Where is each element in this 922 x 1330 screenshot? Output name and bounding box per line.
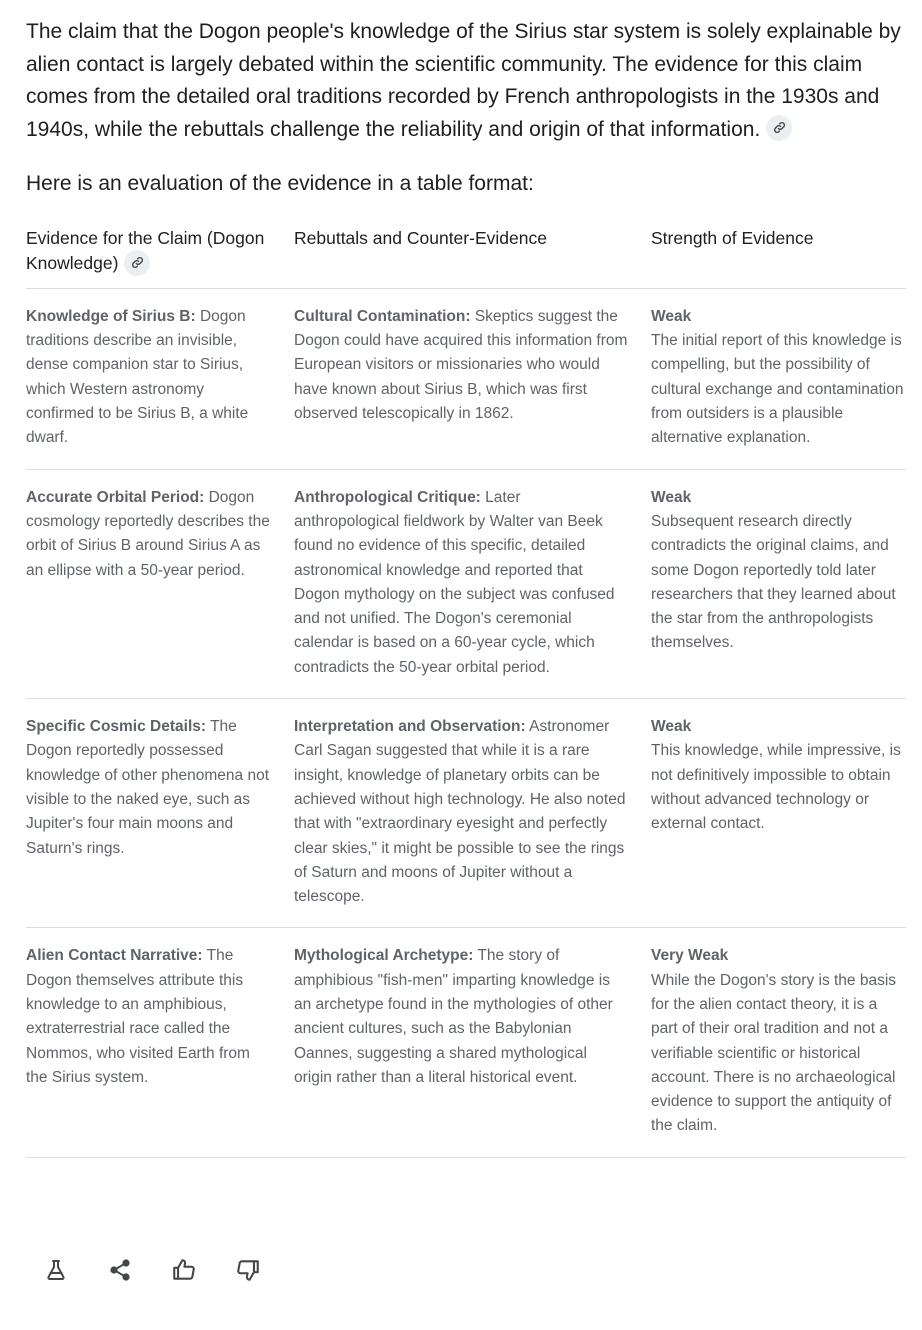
intro-paragraph — [26, 16, 906, 146]
cell-rebuttal — [294, 288, 651, 469]
header-strength: Strength of Evidence — [651, 226, 906, 288]
cell-strength — [651, 469, 906, 698]
strength-rating: Weak — [651, 488, 692, 506]
rebuttal-text: Skeptics suggest the Dogon could have acquired this information from European visitors or missionaries who would have known about Sirius B, which was first observed telescopically in 1862. — [294, 307, 628, 423]
cell-strength — [651, 288, 906, 469]
cell-claim — [26, 699, 294, 928]
strength-rating: Weak — [651, 307, 692, 325]
claim-label: Knowledge of Sirius B: — [26, 307, 196, 325]
rebuttal-label: Mythological Archetype: — [294, 947, 474, 965]
rebuttal-label: Anthropological Critique: — [294, 488, 481, 506]
cell-strength — [651, 928, 906, 1157]
table-row — [26, 469, 906, 698]
good-response-button[interactable] — [168, 1254, 200, 1286]
cell-rebuttal — [294, 928, 651, 1157]
cell-rebuttal — [294, 699, 651, 928]
strength-text: The initial report of this knowledge is compelling, but the possibility of cultural exchange and contamination from outsiders is a plausible alternative explanation. — [651, 332, 904, 447]
link-icon — [131, 256, 144, 269]
rebuttal-text: Astronomer Carl Sagan suggested that while it is a rare insight, knowledge of planetary orbits can be achieved without high technology. He also noted that with "extraordinary eyesight and perfectly clear skies," it might be possible to see the rings of Saturn and moons of Jupiter without a telescope. — [294, 718, 626, 906]
strength-text: This knowledge, while impressive, is not definitively impossible to obtain without advanced technology or external contact. — [651, 742, 901, 833]
strength-text: Subsequent research directly contradicts the original claims, and some Dogon reportedly told later researchers that they learned about the star from the anthropologists themselves. — [651, 512, 896, 652]
rebuttal-text: Later anthropological fieldwork by Walter van Beek found no evidence of this specific, detailed astronomical knowledge and reported that Dogon mythology on the subject was confused and not unified. The Dogon's ceremonial calendar is based on a 60-year cycle, which contradicts the 50-year orbital period. — [294, 488, 615, 676]
table-row — [26, 699, 906, 928]
claim-label: Accurate Orbital Period: — [26, 488, 205, 506]
table-row — [26, 288, 906, 469]
cell-claim — [26, 469, 294, 698]
table-lead-text: Here is an evaluation of the evidence in a table format: — [26, 172, 534, 195]
rebuttal-label: Cultural Contamination: — [294, 307, 471, 325]
thumb-down-icon — [235, 1257, 261, 1283]
experiment-button[interactable] — [40, 1254, 72, 1286]
table-row — [26, 928, 906, 1157]
response-content — [26, 16, 906, 1158]
table-header-row — [26, 226, 906, 288]
cell-strength — [651, 699, 906, 928]
thumb-up-icon — [171, 1257, 197, 1283]
cell-claim — [26, 928, 294, 1157]
share-icon — [108, 1258, 132, 1282]
header-claim-label: Evidence for the Claim (Dogon Knowledge) — [26, 228, 265, 273]
cell-claim — [26, 288, 294, 469]
cell-rebuttal — [294, 469, 651, 698]
share-button[interactable] — [104, 1254, 136, 1286]
source-link-chip[interactable] — [766, 115, 792, 141]
flask-icon — [44, 1258, 68, 1282]
link-icon — [773, 121, 786, 134]
evidence-table — [26, 226, 906, 1158]
strength-rating: Very Weak — [651, 947, 729, 965]
claim-label: Alien Contact Narrative: — [26, 947, 203, 965]
claim-text: The Dogon reportedly possessed knowledge of other phenomena not visible to the naked eye, such as Jupiter's four main moons and Saturn's rings. — [26, 718, 270, 857]
header-source-link-chip[interactable] — [124, 250, 150, 276]
claim-text: The Dogon themselves attribute this knowledge to an amphibious, extraterrestrial race called the Nommos, who visited Earth from the Sirius system. — [26, 947, 250, 1086]
claim-text: Dogon traditions describe an invisible, dense companion star to Sirius, which Western astronomy confirmed to be Sirius B, a white dwarf. — [26, 307, 249, 447]
strength-text: While the Dogon's story is the basis for the alien contact theory, it is a part of their oral tradition and not a verifiable scientific or historical account. There is no archaeological evidence to support the antiquity of the claim. — [651, 971, 897, 1135]
header-rebuttal: Rebuttals and Counter-Evidence — [294, 226, 651, 288]
bad-response-button[interactable] — [232, 1254, 264, 1286]
claim-text: Dogon cosmology reportedly describes the orbit of Sirius B around Sirius A as an ellipse with a 50-year period. — [26, 488, 270, 579]
claim-label: Specific Cosmic Details: — [26, 718, 207, 736]
response-actions — [40, 1254, 264, 1286]
rebuttal-text: The story of amphibious "fish-men" imparting knowledge is an archetype found in the mythologies of other ancient cultures, such as the Babylonian Oannes, suggesting a shared mythological origin rather than a literal historical event. — [294, 947, 613, 1086]
header-claim — [26, 226, 294, 288]
strength-rating: Weak — [651, 718, 692, 736]
intro-text: The claim that the Dogon people's knowledge of the Sirius star system is solely explainable by alien contact is largely debated within the scientific community. The evidence for this claim comes from the detailed oral traditions recorded by French anthropologists in the 1930s and 1940s, while the rebuttals challenge the reliability and origin of that information. — [26, 20, 901, 141]
rebuttal-label: Interpretation and Observation: — [294, 718, 526, 736]
